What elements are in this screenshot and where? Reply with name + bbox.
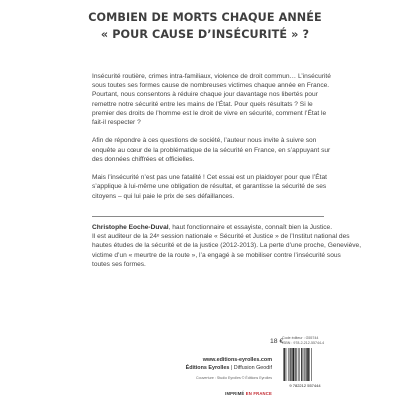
barcode-bar: [307, 348, 309, 381]
text-line: fait-il respecter ?: [92, 119, 141, 127]
publisher-block: [92, 357, 272, 400]
cover-credit: Couverture : Studio Eyrolles © Éditions Eyrolles: [196, 376, 272, 380]
text-line: Il est auditeur de la 24ᵉ session nationale « Sécurité et Justice » de l’Institut national des: [92, 233, 350, 241]
price: 18 €: [270, 338, 284, 345]
text-line: des données chiffrées et officielles.: [92, 155, 195, 163]
isbn-number: ISBN : 978-2-212-55744-4: [282, 340, 325, 345]
intro-text: [92, 72, 331, 210]
headline-line-2: « POUR CAUSE D’INSÉCURITÉ » ?: [100, 28, 310, 41]
text-line: hautes études de la sécurité et de la justice (2012-2013). La perte d’une proche, Geneviève,: [92, 242, 362, 250]
headline: [0, 9, 410, 43]
barcode-bar: [306, 348, 307, 381]
text-line: remettre notre sécurité entre les mains de l’État. Pour quels résultats ? Si le: [92, 100, 313, 108]
author-name: Christophe Eoche-Duval: [92, 224, 169, 231]
barcode-icon: [282, 348, 328, 388]
barcode-bar: [311, 348, 312, 381]
text-line: sous toutes ses formes cause de nombreuses victimes chaque année en France.: [92, 82, 330, 90]
barcode-bar: [295, 348, 296, 381]
barcode-bar: [290, 348, 291, 381]
text-line: victime d’un « meurtre de la route », l’a engagé à se mobiliser contre l’insécurité sous: [92, 251, 341, 259]
intro-paragraph-1: [92, 72, 331, 127]
publisher-website: www.editions-eyrolles.com: [202, 357, 272, 363]
barcode-bar: [301, 348, 302, 381]
text-line: Mais l’insécurité n’est pas une fatalité ! Cet essai est un plaidoyer pour que l’État: [92, 174, 327, 182]
text-line: toutes ses formes.: [92, 260, 146, 268]
author-bio: [92, 223, 362, 269]
isbn-text: [282, 336, 328, 345]
barcode-bar: [303, 348, 304, 381]
publisher-imprint: [92, 365, 272, 373]
text-line: enquête au cœur de la problématique de la sécurité en France, en s’appuyant sur: [92, 146, 331, 154]
text-line: Insécurité routière, crimes intra-familiaux, violence de droit commun… L’insécurité: [92, 73, 331, 80]
editor-code: Code éditeur : G55744: [282, 336, 319, 340]
barcode-bar: [291, 348, 292, 381]
barcode-bar: [298, 348, 299, 381]
print-badge-accent: EN FRANCE: [245, 390, 272, 396]
barcode-digits: 9 782212 557444: [289, 383, 321, 388]
text-line: premier des droits de l’homme est le droit de vivre en sécurité, comment l’État le: [92, 109, 327, 117]
text-line: Afin de répondre à ces questions de société, l’auteur nous invite à suivre son: [92, 137, 317, 145]
author-intro: , haut fonctionnaire et essayiste, connaît bien la Justice.: [168, 224, 333, 231]
text-line: s’applique à lui-même une obligation de résultat, et garantisse la sécurité de ses: [92, 183, 327, 191]
barcode-bar: [292, 348, 294, 381]
intro-paragraph-2: [92, 136, 331, 164]
intro-paragraph-3: [92, 173, 328, 201]
author-first-line: [92, 223, 333, 232]
distribution: | Diffusion Geodif: [229, 364, 272, 371]
printed-in-france-badge: [225, 391, 272, 396]
barcode-bar: [304, 348, 305, 381]
text-line: citoyens – qui lui paie le prix de ses défaillances.: [92, 192, 235, 200]
barcode-bar: [284, 348, 285, 381]
barcode-bar: [288, 348, 289, 381]
imprint-name: Éditions Eyrolles: [185, 364, 230, 371]
barcode-bar: [309, 348, 310, 381]
barcode-bar: [299, 348, 300, 381]
barcode-bar: [283, 348, 284, 381]
section-divider: [92, 216, 324, 217]
text-line: Pourtant, nous consentons à réduire chaque jour davantage nos libertés pour: [92, 91, 318, 99]
headline-line-1: COMBIEN DE MORTS CHAQUE ANNÉE: [88, 11, 322, 24]
print-badge-prefix: IMPRIMÉ: [225, 390, 246, 396]
barcode-bar: [286, 348, 287, 381]
barcode-area: [282, 336, 328, 394]
barcode-bar: [296, 348, 297, 381]
